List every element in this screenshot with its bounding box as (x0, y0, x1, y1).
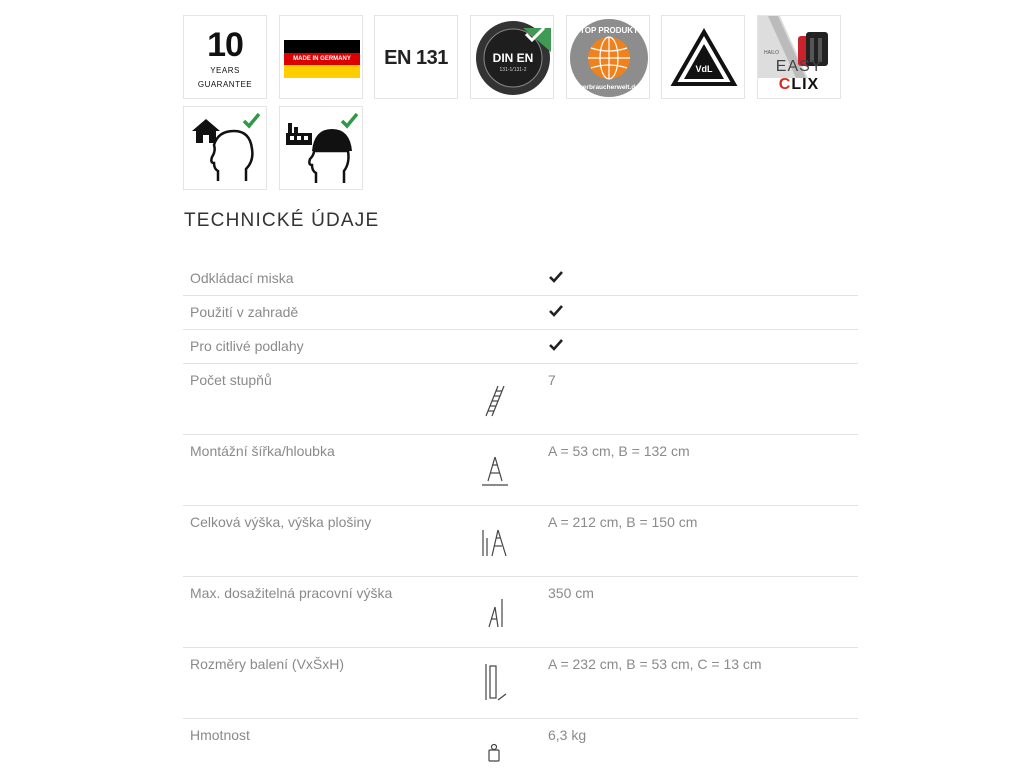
spec-value: 7 (548, 372, 556, 388)
guarantee-badge (183, 15, 267, 99)
spec-row (183, 364, 858, 435)
technical-data-title: TECHNICKÉ ÚDAJE (184, 210, 380, 231)
easy-clix-word1: EASY (775, 58, 823, 75)
working-height-icon (480, 595, 510, 631)
spec-value: A = 232 cm, B = 53 cm, C = 13 cm (548, 656, 762, 672)
spec-row (183, 330, 858, 364)
en131-badge (374, 15, 458, 99)
guarantee-line2: GUARANTEE (197, 80, 253, 89)
german-flag-icon (284, 40, 360, 78)
vdl-sub: Sichere Produkte (688, 78, 720, 83)
easy-clix-lix: LIX (791, 76, 820, 93)
check-icon (549, 338, 563, 352)
spec-row (183, 262, 858, 296)
easy-clix-logo (758, 50, 840, 94)
package-dimensions-icon (480, 660, 510, 704)
spec-value: A = 212 cm, B = 150 cm (548, 514, 698, 530)
spec-row (183, 506, 858, 577)
spec-label: Počet stupňů (190, 372, 272, 388)
spec-value: 6,3 kg (548, 727, 587, 743)
spec-row (183, 719, 858, 763)
weight-icon (480, 743, 510, 763)
top-produkt-seal-icon (567, 16, 650, 99)
technical-data-table (183, 262, 858, 763)
spec-label: Montážní šířka/hloubka (190, 443, 335, 459)
spec-label: Odkládací miska (190, 270, 294, 286)
professional-use-badge (279, 106, 363, 190)
easy-clix-badge (757, 15, 841, 99)
din-en-badge (470, 15, 554, 99)
ladder-height-icon (480, 524, 510, 560)
top-produkt-text: TOP PRODUKT (580, 26, 638, 35)
home-use-badge (183, 106, 267, 190)
check-icon (549, 270, 563, 284)
spec-value: A = 53 cm, B = 132 cm (548, 443, 690, 459)
spec-label: Pro citlivé podlahy (190, 338, 304, 354)
spec-label: Rozměry balení (VxŠxH) (190, 656, 345, 672)
ladder-steps-icon (480, 382, 510, 418)
spec-row (183, 648, 858, 719)
home-user-icon (184, 107, 267, 190)
din-en-text: DIN EN (492, 51, 534, 65)
easy-clix-brand: HAILO (764, 50, 780, 56)
check-icon (549, 304, 563, 318)
spec-row (183, 577, 858, 648)
guarantee-years: 10 (207, 26, 243, 64)
spec-label: Max. dosažitelná pracovní výška (190, 585, 393, 601)
din-en-sub: 131-1/131-2 (499, 67, 527, 73)
din-en-seal-icon (471, 16, 554, 99)
ladder-width-icon (480, 453, 510, 489)
made-in-germany-badge (279, 15, 363, 99)
vdl-triangle-icon (662, 16, 745, 99)
verbraucherwelt-text: verbraucherwelt.de (579, 84, 639, 91)
vdl-mark: VdL (695, 64, 713, 74)
easy-clix-c: C (778, 76, 792, 93)
spec-row (183, 296, 858, 330)
spec-label: Hmotnost (190, 727, 250, 743)
made-in-germany-text: MADE IN GERMANY (293, 56, 351, 62)
en131-text: EN 131 (384, 47, 448, 69)
spec-value: 350 cm (548, 585, 594, 601)
vdl-badge (661, 15, 745, 99)
guarantee-line1: YEARS (210, 66, 240, 75)
industrial-user-icon (280, 107, 363, 190)
top-produkt-badge (566, 15, 650, 99)
spec-label: Celková výška, výška plošiny (190, 514, 372, 530)
spec-label: Použití v zahradě (190, 304, 299, 320)
spec-row (183, 435, 858, 506)
